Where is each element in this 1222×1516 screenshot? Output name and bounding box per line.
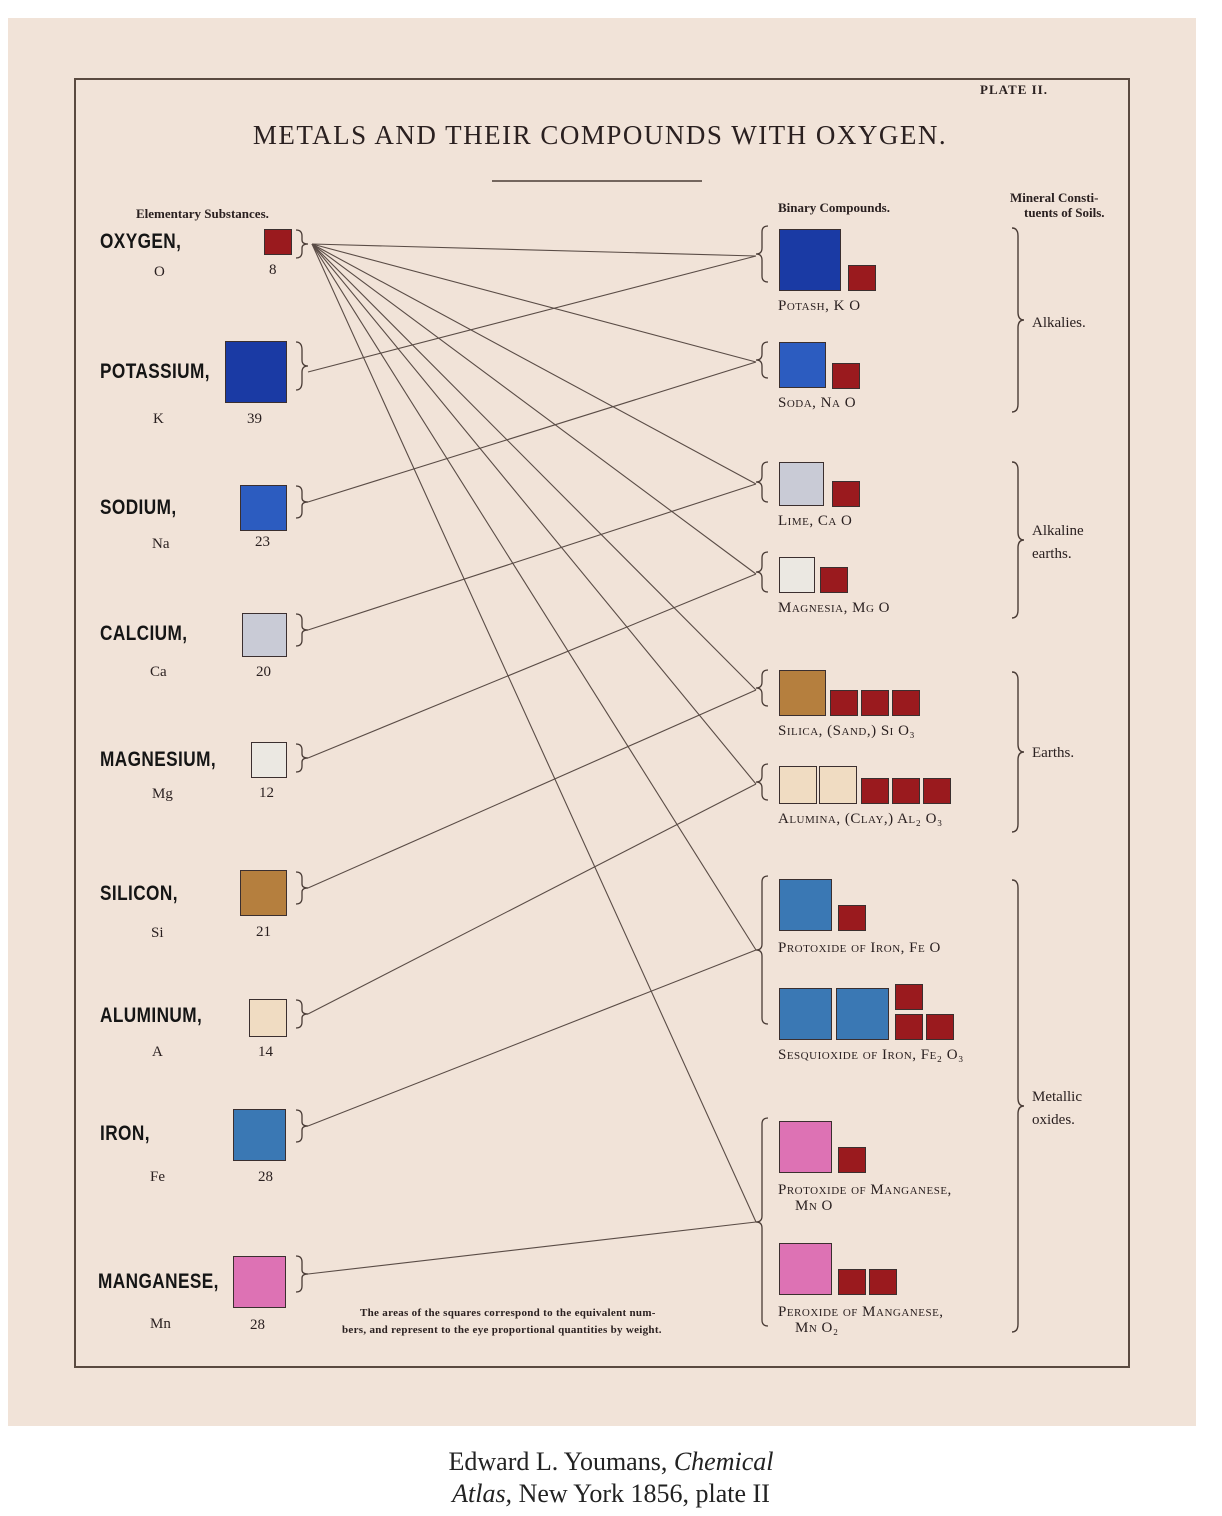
group-earths: Earths. — [1032, 745, 1075, 761]
compound-caption-line2: Mn O — [795, 1198, 833, 1214]
attribution-book-part1: Chemical — [673, 1447, 774, 1476]
element-name: POTASSIUM, — [100, 360, 210, 383]
metal-square — [779, 557, 815, 593]
metal-square — [779, 1243, 832, 1295]
element-symbol: Fe — [150, 1169, 165, 1185]
oxygen-square — [838, 1269, 866, 1295]
oxygen-square — [895, 984, 923, 1010]
element-square — [225, 341, 287, 403]
element-symbol: Mn — [150, 1316, 171, 1332]
group-alkalies: Alkalies. — [1032, 315, 1086, 331]
group-alkaline-line1: Alkaline — [1032, 523, 1084, 539]
metal-square — [779, 462, 824, 506]
element-symbol: O — [154, 264, 165, 280]
element-weight: 21 — [256, 924, 271, 940]
element-symbol: Ca — [150, 664, 167, 680]
element-weight: 28 — [250, 1317, 265, 1333]
oxygen-square — [892, 690, 920, 716]
element-name: OXYGEN, — [100, 230, 182, 253]
element-name: MAGNESIUM, — [100, 748, 217, 771]
element-weight: 8 — [269, 262, 277, 278]
group-metallic-line1: Metallic — [1032, 1089, 1082, 1105]
attribution-author: Edward L. Youmans, — [448, 1447, 668, 1476]
element-square — [240, 870, 287, 916]
metal-square — [779, 670, 826, 716]
header-mineral-1: Mineral Consti- — [1010, 190, 1099, 205]
element-symbol: K — [153, 411, 164, 427]
attribution-rest: New York 1856, plate II — [518, 1479, 770, 1508]
attribution-book-part2: Atlas, — [452, 1479, 513, 1508]
oxygen-square — [926, 1014, 954, 1040]
element-symbol: Na — [152, 536, 170, 552]
compound-caption-line1: Protoxide of Manganese, — [778, 1182, 952, 1198]
oxygen-square — [848, 265, 876, 291]
plate-title: METALS AND THEIR COMPOUNDS WITH OXYGEN. — [252, 120, 948, 150]
element-square — [242, 613, 287, 657]
metal-square — [819, 766, 857, 804]
group-metallic-line2: oxides. — [1032, 1112, 1075, 1128]
metal-square — [779, 342, 826, 388]
oxygen-square — [832, 481, 860, 507]
element-weight: 20 — [256, 664, 271, 680]
element-symbol: A — [152, 1044, 163, 1060]
element-name: IRON, — [100, 1122, 150, 1145]
metal-square — [779, 229, 841, 291]
oxygen-square — [892, 778, 920, 804]
element-square — [240, 485, 287, 531]
compound-caption: Silica, (Sand,) Si O₃ — [778, 723, 916, 739]
header-mineral-2: tuents of Soils. — [1024, 205, 1105, 220]
oxygen-square — [838, 1147, 866, 1173]
element-symbol: Si — [151, 925, 164, 941]
compound-caption-line1: Peroxide of Manganese, — [778, 1304, 944, 1320]
oxygen-square — [838, 905, 866, 931]
element-weight: 28 — [258, 1169, 273, 1185]
element-name: MANGANESE, — [98, 1270, 219, 1293]
compound-caption: Soda, Na O — [778, 395, 857, 411]
compound-caption-line2: Mn O₂ — [795, 1320, 839, 1336]
attribution-line2 — [0, 1478, 1222, 1510]
compound-caption: Magnesia, Mg O — [778, 600, 890, 616]
metal-square — [779, 766, 817, 804]
metal-square — [779, 988, 832, 1040]
plate-frame — [74, 78, 1130, 1368]
header-binary: Binary Compounds. — [778, 200, 890, 215]
element-square — [264, 229, 292, 255]
metal-square — [779, 1121, 832, 1173]
compound-caption: Potash, K O — [778, 298, 861, 314]
group-alkaline-line2: earths. — [1032, 546, 1072, 562]
oxygen-square — [820, 567, 848, 593]
header-elementary: Elementary Substances. — [136, 206, 269, 221]
compound-caption: Protoxide of Iron, Fe O — [778, 940, 941, 956]
element-weight: 14 — [258, 1044, 273, 1060]
compound-caption: Lime, Ca O — [778, 513, 853, 529]
oxygen-square — [861, 690, 889, 716]
oxygen-square — [830, 690, 858, 716]
element-square — [233, 1256, 286, 1308]
compound-caption: Sesquioxide of Iron, Fe₂ O₃ — [778, 1047, 964, 1063]
oxygen-square — [869, 1269, 897, 1295]
oxygen-square — [861, 778, 889, 804]
element-weight: 23 — [255, 534, 270, 550]
element-name: ALUMINUM, — [100, 1004, 203, 1027]
element-symbol: Mg — [152, 786, 173, 802]
element-name: SILICON, — [100, 882, 178, 905]
footnote-line2: bers, and represent to the eye proportional quantities by weight. — [342, 1324, 662, 1336]
attribution-line1 — [0, 1446, 1222, 1478]
element-weight: 39 — [247, 411, 262, 427]
element-square — [249, 999, 287, 1037]
footnote-line1: The areas of the squares correspond to the equivalent num- — [360, 1307, 656, 1319]
element-name: CALCIUM, — [100, 622, 188, 645]
element-name: SODIUM, — [100, 496, 177, 519]
element-weight: 12 — [259, 785, 274, 801]
oxygen-square — [832, 363, 860, 389]
element-square — [251, 742, 287, 778]
metal-square — [836, 988, 889, 1040]
oxygen-square — [923, 778, 951, 804]
compound-caption: Alumina, (Clay,) Al₂ O₃ — [778, 811, 943, 827]
plate-label: PLATE II. — [980, 82, 1048, 97]
element-square — [233, 1109, 286, 1161]
metal-square — [779, 879, 832, 931]
oxygen-square — [895, 1014, 923, 1040]
